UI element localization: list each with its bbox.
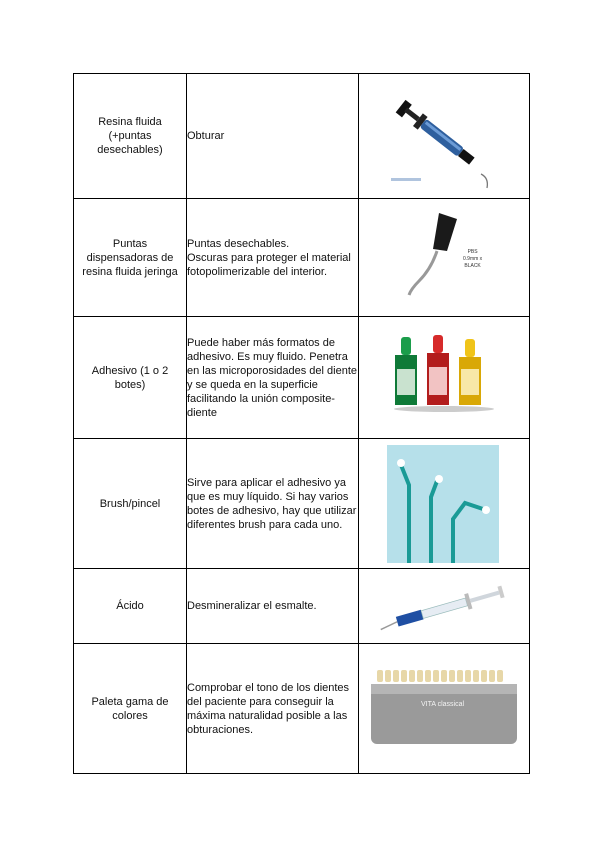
table-row (74, 74, 530, 199)
material-name: Adhesivo (1 o 2 botes) (91, 364, 169, 391)
material-cell (74, 74, 187, 199)
image-cell (359, 569, 530, 644)
use-cell (187, 317, 359, 439)
image-cell (359, 439, 530, 569)
image-cell (359, 74, 530, 199)
use-cell (187, 199, 359, 317)
material-name: Resina fluida (+puntas desechables) (97, 116, 163, 156)
material-name: Paleta gama de colores (91, 695, 169, 722)
material-name: Puntas dispensadoras de resina fluida jeringa (82, 237, 178, 278)
use-cell (187, 644, 359, 774)
use-cell (187, 74, 359, 199)
table-row (74, 569, 530, 644)
table-row (74, 317, 530, 439)
materials-table (73, 73, 530, 774)
material-use: Desmineralizar el esmalte. (187, 600, 317, 612)
material-use: Sirve para aplicar el adhesivo ya que es muy líquido. Si hay varios botes de adhesivo, hay que utilizar diferentes brush para cada uno. (187, 476, 357, 531)
material-use: Puntas desechables. Oscuras para proteger el material fotopolimerizable del interior. (187, 237, 351, 278)
material-cell (74, 317, 187, 439)
material-use: Comprobar el tono de los dientes del paciente para conseguir la máxima naturalidad posible a las obturaciones. (187, 681, 350, 736)
table-row (74, 439, 530, 569)
micro-brush-icon (387, 445, 499, 563)
use-cell (187, 569, 359, 644)
dispenser-tip-icon (403, 211, 463, 301)
material-cell (74, 199, 187, 317)
image-cell (359, 644, 530, 774)
material-cell (74, 439, 187, 569)
material-name: Brush/pincel (99, 497, 161, 510)
use-cell (187, 439, 359, 569)
table-row (74, 644, 530, 774)
material-use: Puede haber más formatos de adhesivo. Es muy fluido. Penetra en las microporosidades del diente y se queda en la superficie facilitando la unión composite-diente (187, 336, 357, 419)
material-name: Ácido (116, 600, 144, 612)
tip-caption: PBS 0.9mm x BLACK (463, 249, 483, 269)
syringe-icon (385, 82, 505, 192)
image-cell (359, 199, 530, 317)
image-cell (359, 317, 530, 439)
material-cell (74, 569, 187, 644)
material-cell (74, 644, 187, 774)
acid-syringe-icon (373, 577, 518, 635)
adhesive-bottles-icon (389, 333, 499, 413)
material-use: Obturar (187, 130, 225, 142)
table-row (74, 199, 530, 317)
shade-guide-caption: VITA classical (421, 701, 465, 708)
